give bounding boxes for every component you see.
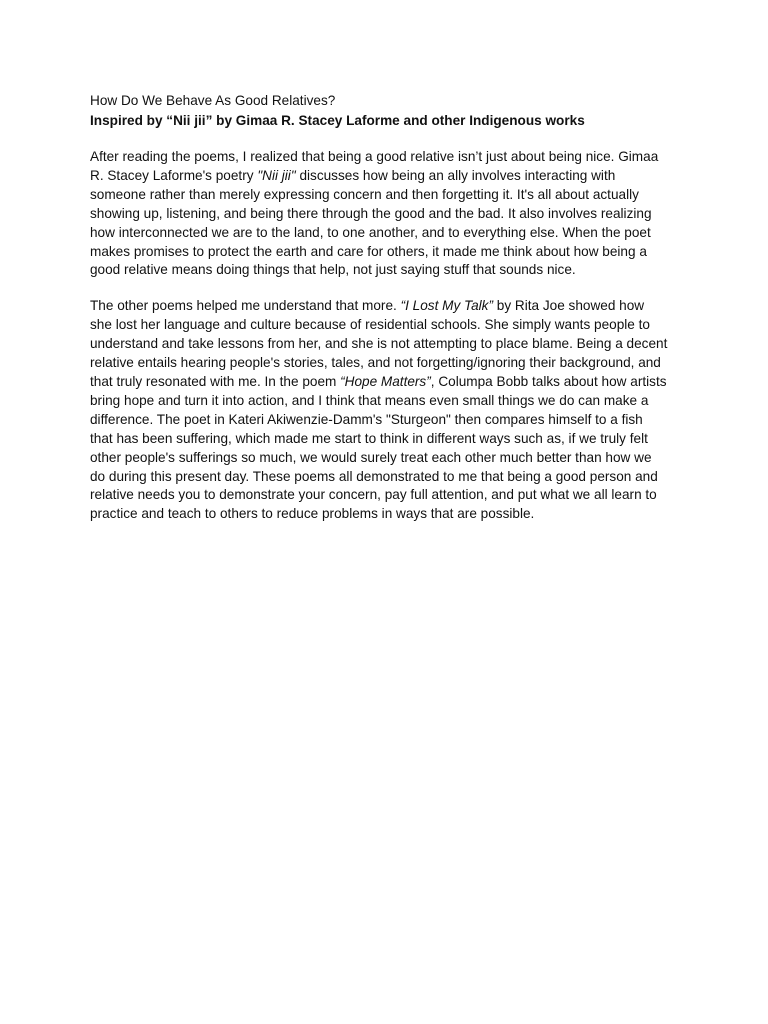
body-text: practice and teach to others to reduce problems in ways that are possible. xyxy=(90,506,535,522)
body-text: makes promises to protect the earth and care for others, it made me think about how being a xyxy=(90,243,647,259)
body-text: how interconnected we are to the land, to one another, and to everything else. When the poet xyxy=(90,224,651,240)
paragraph-line xyxy=(90,261,690,280)
paragraph-line xyxy=(90,205,690,224)
body-text: by Rita Joe showed how xyxy=(493,298,645,314)
paragraph-line xyxy=(90,354,690,373)
document-page xyxy=(90,91,690,524)
body-text: do during this present day. These poems all demonstrated to me that being a good person and xyxy=(90,468,658,484)
body-text: difference. The poet in Kateri Akiwenzie-Damm's "Sturgeon" then compares himself to a fish xyxy=(90,411,643,427)
body-text: relative entails hearing people's stories, tales, and not forgetting/ignoring their background, and xyxy=(90,355,661,371)
paragraph-line xyxy=(90,167,690,186)
paragraph-line xyxy=(90,449,690,468)
paragraph-line xyxy=(90,335,690,354)
paragraph-1 xyxy=(90,148,690,280)
paragraph-line xyxy=(90,243,690,262)
body-text: showing up, listening, and being there through the good and the bad. It also involves realizing xyxy=(90,205,652,221)
italic-title-text: “Hope Matters” xyxy=(340,373,431,389)
body-text: After reading the poems, I realized that being a good relative isn’t just about being nice. Gimaa xyxy=(90,149,659,164)
italic-title-text: “I Lost My Talk” xyxy=(400,298,493,314)
paragraph-2 xyxy=(90,297,690,524)
paragraph-line xyxy=(90,297,690,316)
body-text: someone rather than merely expressing concern and then forgetting it. It's all about actually xyxy=(90,186,639,202)
paragraph-line xyxy=(90,148,690,167)
paragraph-line xyxy=(90,411,690,430)
body-text: good relative means doing things that help, not just saying stuff that sounds nice. xyxy=(90,262,576,278)
paragraph-line xyxy=(90,392,690,411)
body-text: that truly resonated with me. In the poem xyxy=(90,373,341,389)
document-subtitle: Inspired by “Nii jii” by Gimaa R. Stacey Laforme and other Indigenous works xyxy=(90,113,585,128)
paragraph-line xyxy=(90,505,690,524)
paragraph-line xyxy=(90,316,690,335)
body-text: bring hope and turn it into action, and I think that means even small things we do can make a xyxy=(90,392,649,408)
body-text: that has been suffering, which made me start to think in different ways such as, if we truly felt xyxy=(90,430,648,446)
body-text: , Columpa Bobb talks about how artists xyxy=(430,373,667,389)
paragraph-line xyxy=(90,430,690,449)
paragraph-line xyxy=(90,224,690,243)
paragraph-line xyxy=(90,468,690,487)
body-text: understand and take lessons from her, and she is not attempting to place blame. Being a decent xyxy=(90,336,668,352)
body-text: The other poems helped me understand that more. xyxy=(90,298,401,314)
paragraph-line xyxy=(90,373,690,392)
body-text: relative needs you to demonstrate your concern, pay full attention, and put what we all learn to xyxy=(90,487,657,503)
italic-title-text: "Nii jii" xyxy=(257,167,296,183)
paragraph-line xyxy=(90,486,690,505)
document-title: How Do We Behave As Good Relatives? xyxy=(90,93,336,108)
body-text: discusses how being an ally involves interacting with xyxy=(295,167,616,183)
paragraph-line xyxy=(90,186,690,205)
body-text: other people's sufferings so much, we would surely treat each other much better than how we xyxy=(90,449,652,465)
body-text: she lost her language and culture because of residential schools. She simply wants people to xyxy=(90,317,650,333)
body-text: R. Stacey Laforme's poetry xyxy=(90,167,258,183)
